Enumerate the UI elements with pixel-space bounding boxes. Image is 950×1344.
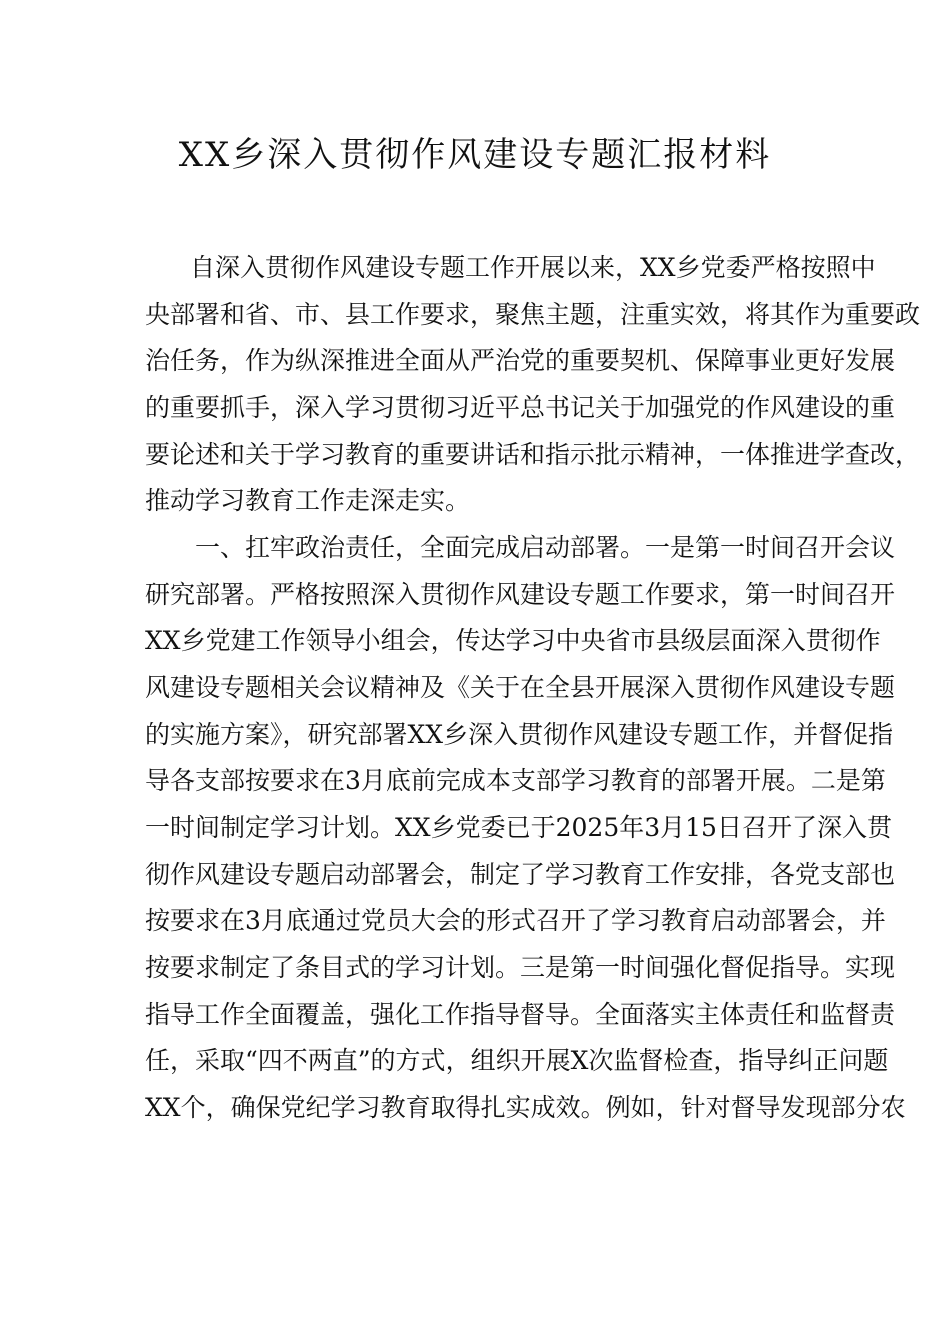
text-line: 的重要抓手，深入学习贯彻习近平总书记关于加强党的作风建设的重 bbox=[145, 393, 896, 422]
text-line: 按要求在3月底通过党员大会的形式召开了学习教育启动部署会，并 bbox=[145, 906, 886, 935]
text-line: XX乡党建工作领导小组会，传达学习中央省市县级层面深入贯彻作 bbox=[145, 626, 881, 655]
text-line: 治任务，作为纵深推进全面从严治党的重要契机、保障事业更好发展 bbox=[145, 346, 896, 375]
text-line: 按要求制定了条目式的学习计划。三是第一时间强化督促指导。实现 bbox=[145, 953, 896, 982]
text-line: 要论述和关于学习教育的重要讲话和指示批示精神，一体推进学查改， bbox=[145, 440, 921, 469]
text-line: 推动学习教育工作走深走实。 bbox=[145, 486, 471, 515]
text-line: XX个，确保党纪学习教育取得扎实成效。例如，针对督导发现部分农 bbox=[145, 1093, 906, 1122]
text-line: 导各支部按要求在3月底前完成本支部学习教育的部署开展。二是第 bbox=[145, 766, 886, 795]
text-line: 指导工作全面覆盖，强化工作指导督导。全面落实主体责任和监督责 bbox=[145, 1000, 896, 1029]
text-line: 央部署和省、市、县工作要求，聚焦主题，注重实效，将其作为重要政 bbox=[145, 300, 921, 329]
text-line: 研究部署。严格按照深入贯彻作风建设专题工作要求，第一时间召开 bbox=[145, 580, 896, 609]
text-line: 一时间制定学习计划。XX乡党委已于2025年3月15日召开了深入贯 bbox=[145, 813, 892, 842]
text-line: 风建设专题相关会议精神及《关于在全县开展深入贯彻作风建设专题 bbox=[145, 673, 896, 702]
text-line: 一、扛牢政治责任，全面完成启动部署。一是第一时间召开会议 bbox=[195, 533, 896, 562]
text-line: 的实施方案》，研究部署XX乡深入贯彻作风建设专题工作，并督促指 bbox=[145, 720, 894, 749]
text-line: 自深入贯彻作风建设专题工作开展以来，XX乡党委严格按照中 bbox=[190, 253, 876, 282]
text-line: 任，采取“四不两直”的方式，组织开展X次监督检查，指导纠正问题 bbox=[145, 1046, 889, 1075]
text-line: 彻作风建设专题启动部署会，制定了学习教育工作安排，各党支部也 bbox=[145, 860, 896, 889]
document-title: XX乡深入贯彻作风建设专题汇报材料 bbox=[178, 135, 772, 175]
